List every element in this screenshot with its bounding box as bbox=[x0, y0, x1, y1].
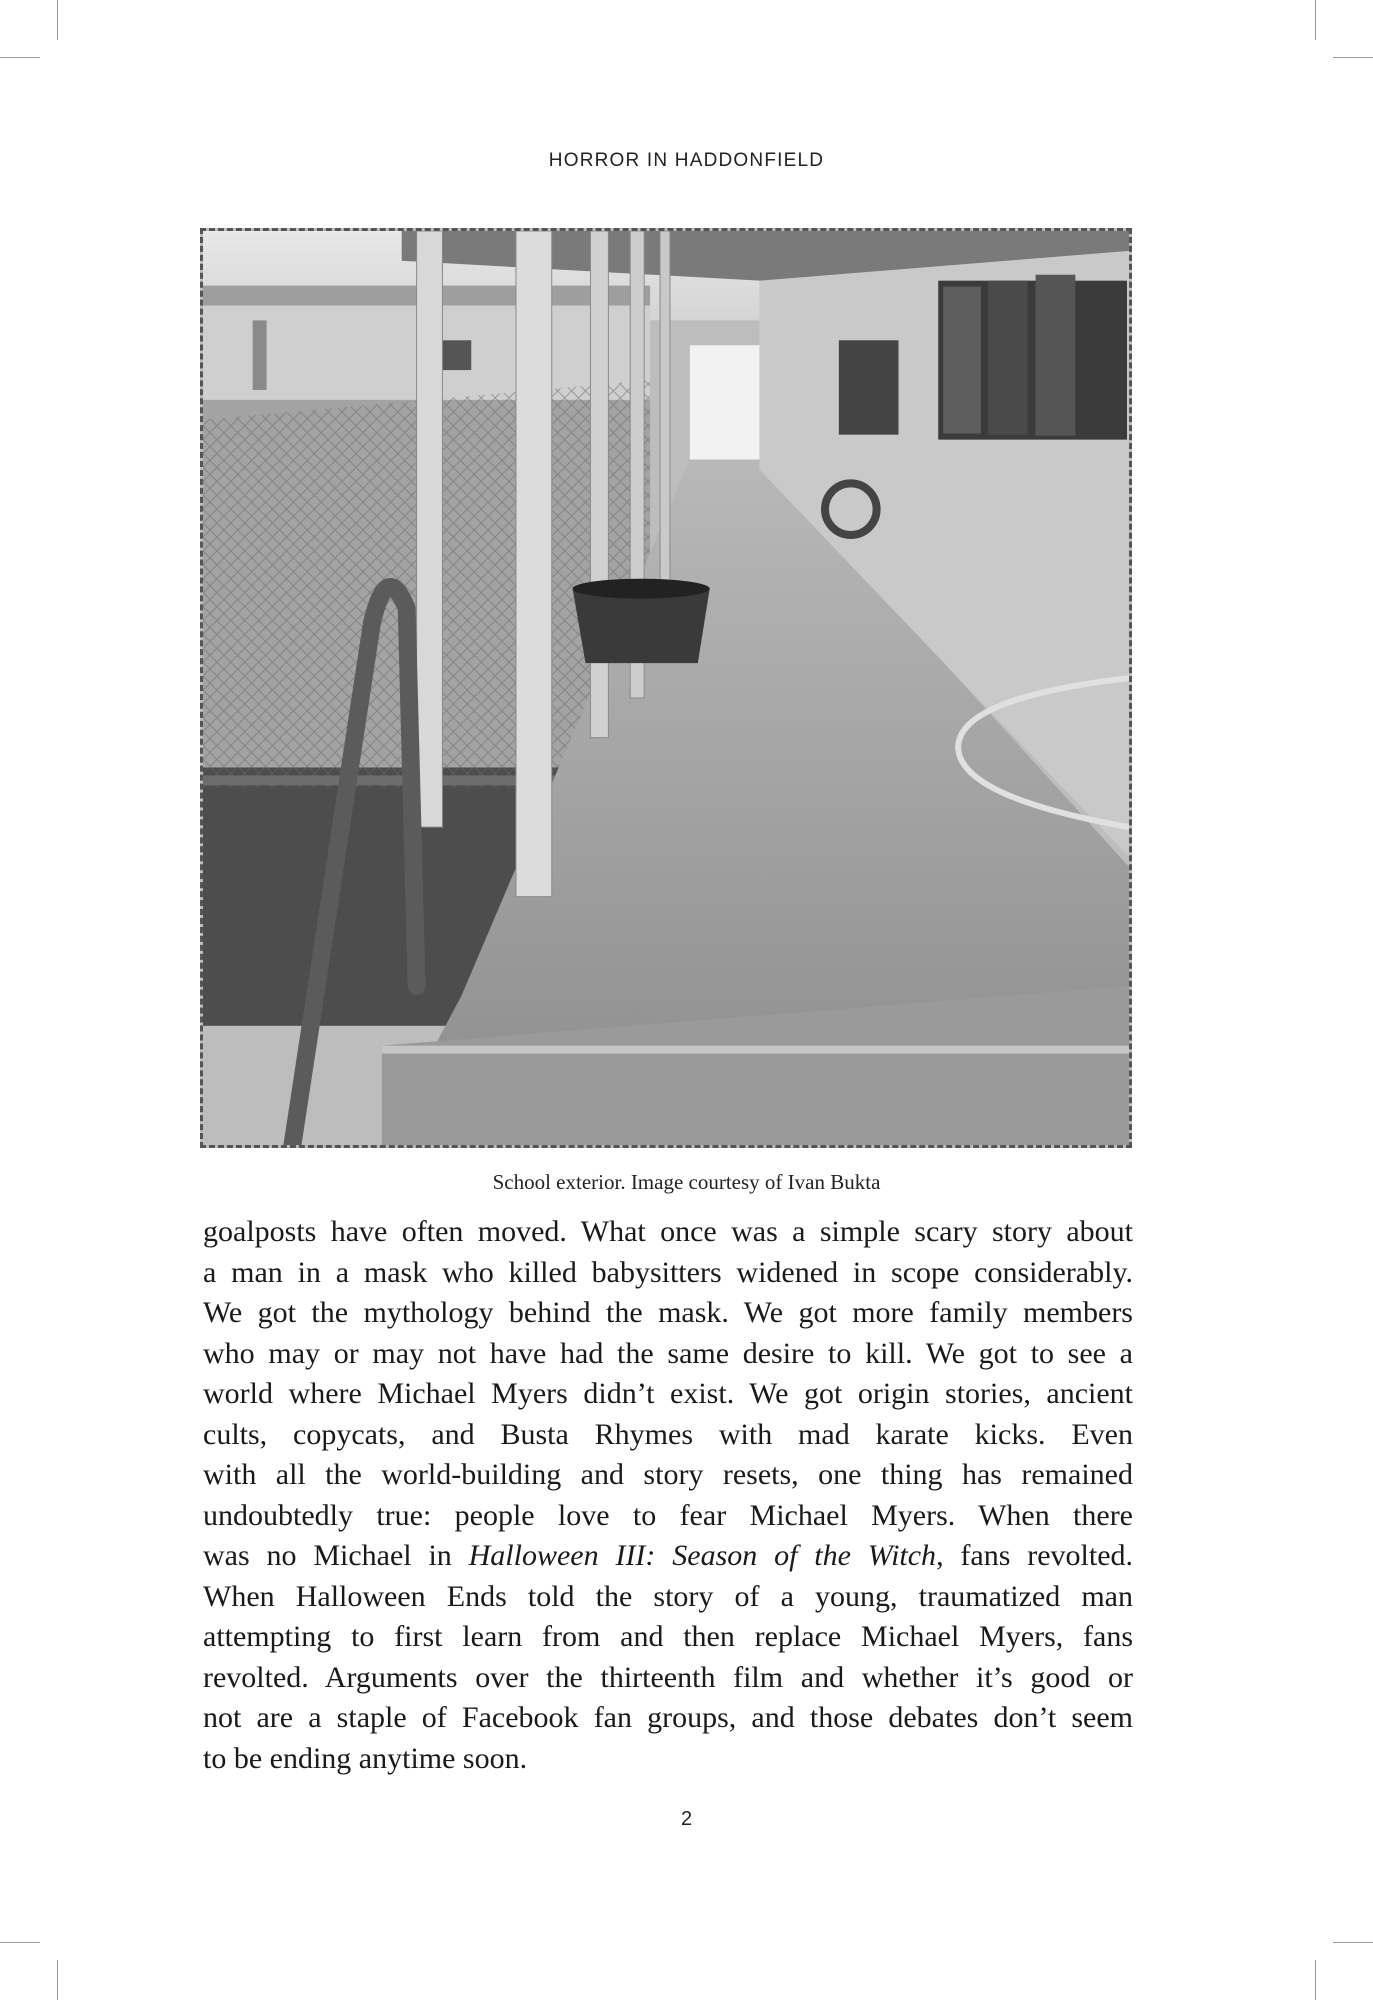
body-line: cults, copycats, and Busta Rhymes with mad karate kicks. Even bbox=[203, 1417, 1133, 1451]
figure-caption: School exterior. Image courtesy of Ivan Bukta bbox=[492, 1170, 881, 1194]
film-title-italic: Halloween III: Season of the Witch bbox=[468, 1539, 937, 1572]
body-line: world where Michael Myers didn’t exist. We got origin stories, ancient bbox=[203, 1377, 1133, 1410]
photo-illustration bbox=[203, 231, 1129, 1145]
crop-mark bbox=[57, 1960, 58, 2000]
body-line: We got the mythology behind the mask. We got more family members bbox=[203, 1296, 1133, 1329]
body-line: When Halloween Ends told the story of a young, traumatized man bbox=[203, 1579, 1133, 1613]
body-line: a man in a mask who killed babysitters widened in scope considerably. bbox=[203, 1255, 1133, 1289]
body-line: attempting to first learn from and then replace Michael Myers, fans bbox=[203, 1620, 1133, 1653]
crop-mark bbox=[1315, 0, 1316, 40]
crop-mark bbox=[1333, 1942, 1373, 1943]
crop-mark bbox=[1333, 57, 1373, 58]
crop-mark bbox=[0, 57, 40, 58]
body-line: revolted. Arguments over the thirteenth film and whether it’s good or bbox=[203, 1660, 1133, 1694]
crop-mark bbox=[1315, 1960, 1316, 2000]
body-line bbox=[203, 1536, 1133, 1577]
body-line: who may or may not have had the same desire to kill. We got to see a bbox=[203, 1336, 1133, 1370]
body-line: undoubtedly true: people love to fear Michael Myers. When there bbox=[203, 1498, 1133, 1532]
body-line-lead: was no Michael in bbox=[203, 1539, 469, 1572]
body-line: to be ending anytime soon. bbox=[203, 1741, 528, 1775]
school-exterior-photo bbox=[200, 228, 1132, 1148]
running-head: HORROR IN HADDONFIELD bbox=[548, 150, 825, 171]
crop-mark bbox=[0, 1942, 40, 1943]
body-line: goalposts have often moved. What once was a simple scary story about bbox=[203, 1215, 1133, 1248]
page-number: 2 bbox=[680, 1808, 693, 1830]
body-line: with all the world-building and story resets, one thing has remained bbox=[203, 1458, 1133, 1491]
body-line: not are a staple of Facebook fan groups, and those debates don’t seem bbox=[203, 1701, 1133, 1734]
body-line-tail: , fans revolted. bbox=[936, 1539, 1134, 1572]
body-paragraph bbox=[203, 1212, 1133, 1779]
crop-mark bbox=[57, 0, 58, 40]
